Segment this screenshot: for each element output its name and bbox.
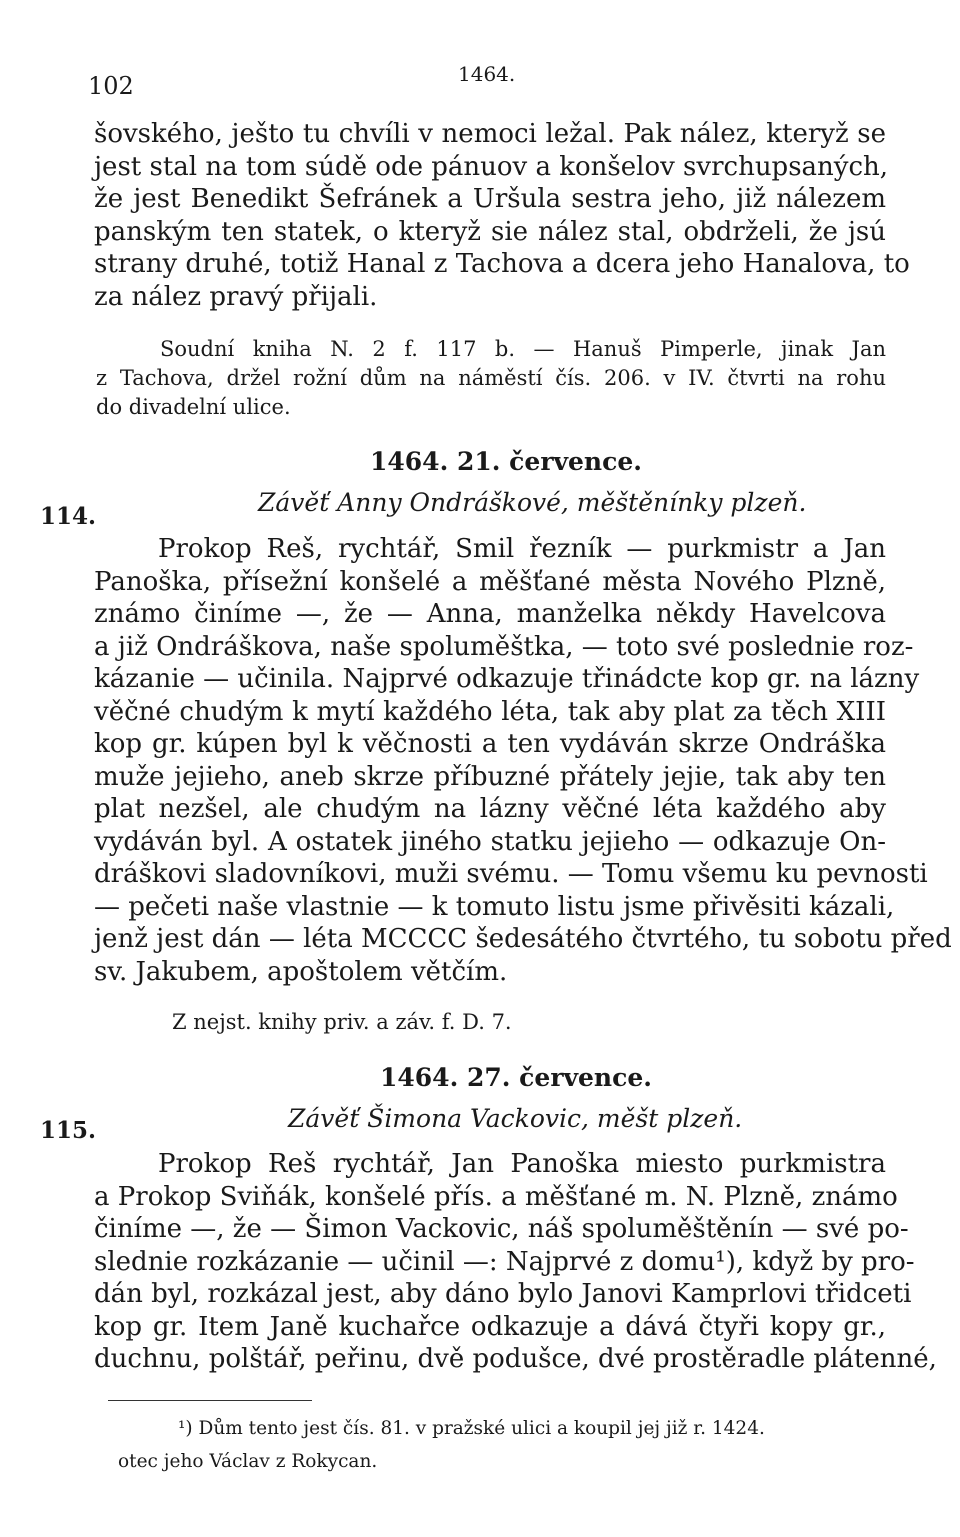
note-line: do divadelní ulice. — [96, 395, 291, 419]
text-line: jest stal na tom súdě ode pánuov a konšelov svrchupsaných, — [94, 151, 889, 182]
note-line: Soudní kniha N. 2 f. 117 b. — Hanuš Pimperle, jinak Jan — [160, 337, 886, 361]
footnote — [118, 1412, 898, 1478]
text-line: sv. Jakubem, apoštolem větčím. — [94, 956, 508, 987]
document-date: 1464. 27. července. — [380, 1063, 652, 1092]
source-note — [96, 335, 886, 422]
text-line: kázanie — učinila. Najprvé odkazuje třinádcte kop gr. na lázny — [94, 664, 920, 694]
text-line: šovského, ješto tu chvíli v nemoci ležal. Pak nález, kteryž se — [94, 119, 886, 149]
document-title: Závěť Anny Ondráškové, měštěnínky plzeň. — [258, 488, 807, 517]
document-number: 114. — [40, 503, 97, 530]
text-line: a již Ondráškova, naše spoluměštka, — toto své poslednie roz- — [94, 631, 914, 662]
text-line: činíme —, že — Šimon Vackovic, náš spoluměštěnín — své po- — [94, 1214, 909, 1244]
footnote-line: ¹) Dům tento jest čís. 81. v pražské ulici a koupil jej již r. 1424. — [178, 1418, 765, 1439]
text-line: panským ten statek, o kteryž sie nález stal, obdrželi, že jsú — [94, 216, 886, 247]
footnote-line: otec jeho Václav z Rokycan. — [118, 1451, 378, 1472]
text-line: a Prokop Sviňák, konšelé přís. a měšťané m. N. Plzně, známo — [94, 1181, 898, 1212]
text-line: Panoška, přísežní konšelé a měšťané města Nového Plzně, — [94, 566, 886, 597]
text-line: za nález pravý přijali. — [94, 281, 378, 312]
text-line: strany druhé, totiž Hanal z Tachova a dcera jeho Hanalova, to — [94, 249, 910, 279]
intro-paragraph — [94, 118, 910, 313]
citation-line: Z nejst. knihy priv. a záv. f. D. 7. — [172, 1010, 512, 1034]
document-date: 1464. 21. července. — [370, 447, 642, 476]
source-citation — [172, 1008, 772, 1037]
text-line: — pečeti naše vlastnie — k tomuto listu jsme přivěsiti kázali, — [94, 891, 895, 922]
text-line: Prokop Reš rychtář, Jan Panoška miesto purkmistra — [158, 1149, 886, 1179]
text-line: kop gr. kúpen byl k věčnosti a ten vydáván skrze Ondráška — [94, 729, 886, 759]
text-line: plat nezšel, ale chudým na lázny věčné léta každého aby — [94, 794, 886, 824]
text-line: známo činíme —, že — Anna, manželka někdy Havelcova — [94, 599, 886, 629]
note-line: z Tachova, držel rožní dům na náměstí čís. 206. v IV. čtvrti na rohu — [96, 366, 886, 390]
text-line: dráškovi sladovníkovi, muži svému. — Tomu všemu ku pevnosti — [94, 859, 928, 889]
text-line: dán byl, rozkázal jest, aby dáno bylo Janovi Kamprlovi třidceti — [94, 1279, 912, 1309]
text-line: že jest Benedikt Šefránek a Uršula sestra jeho, již nálezem — [94, 184, 886, 214]
text-line: kop gr. Item Janě kuchařce odkazuje a dává čtyři kopy gr., — [94, 1311, 886, 1342]
text-line: muže jejieho, aneb skrze příbuzné přátely jejie, tak aby ten — [94, 761, 886, 792]
document-title: Závěť Šimona Vackovic, měšt plzeň. — [288, 1104, 743, 1133]
document-number: 115. — [40, 1117, 97, 1144]
text-line: vydáván byl. A ostatek jiného statku jejieho — odkazuje On- — [94, 826, 886, 857]
footnote-rule — [108, 1400, 312, 1401]
text-line: věčné chudým k mytí každého léta, tak aby plat za těch XIII — [94, 696, 886, 727]
text-line: slednie rozkázanie — učinil —: Najprvé z domu¹), když by pro- — [94, 1246, 915, 1277]
text-line: duchnu, polštář, peřinu, dvě podušce, dvé prostěradle plátenné, — [94, 1344, 937, 1374]
document-body — [94, 533, 952, 988]
text-line: Prokop Reš, rychtář, Smil řezník — purkmistr a Jan — [158, 534, 886, 564]
document-body — [94, 1148, 937, 1376]
page-number: 102 — [88, 72, 134, 100]
running-head: 1464. — [458, 62, 516, 86]
text-line: jenž jest dán — léta MCCCC šedesátého čtvrtého, tu sobotu před — [94, 924, 952, 954]
